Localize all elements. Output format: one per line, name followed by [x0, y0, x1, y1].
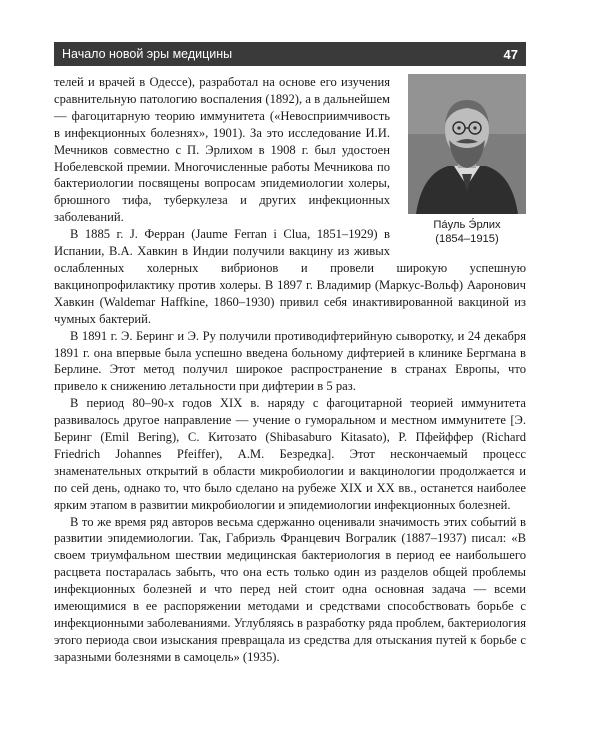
figure-portrait	[402, 74, 526, 246]
figure-caption	[408, 218, 526, 246]
page-header	[54, 42, 526, 66]
portrait-photo	[408, 74, 526, 214]
paragraph-2: В 1885 г. J. Ферран (Jaume Ferran i Clua, 1851–1929) в Испании, В.А. Хавкин в Индии получили вакцину из живых ослабленных холерных вибрионов и провели широкую успешную вакцинопрофилактику против холеры. В 1897 г. Владимир (Маркус-Вольф) Ааронович Хавкин (Waldemar Haffkine, 1860–1930) привил себя инактивированной вакциной из чумных бактерий.	[54, 227, 526, 326]
portrait-illustration	[408, 74, 526, 214]
paragraph-1: телей и врачей в Одессе), разработал на основе его изучения сравнительную патологию воспаления (1892), а в дальнейшем — фагоцитарную теорию иммунитета («Невосприимчивость в инфекционных болезнях», 1901). За это исследование И.И. Мечников совместно с П. Эрлихом в 1908 г. был удостоен Нобелевской премии. Многочисленные работы Мечникова по бактериологии посвящены вопросам эпидемиологии холеры, брюшного тифа, туберкулеза и других инфекционных заболеваний.	[54, 75, 390, 225]
paragraph-4: В период 80–90-х годов XIX в. наряду с фагоцитарной теорией иммунитета развивалось другое направление — учение о гуморальном и местном иммунитете [Э. Беринг (Emil Bering), С. Китозато (Shibasaburo Kitasato), Р. Пфейффер (Richard Friedrich Johannes Pfeiffer), А.М. Безредка]. Этот нескончаемый процесс знаменательных открытий в области микробиологии и вакцинологии продолжается и по сей день, однако то, что было сделано на рубеже XIX и XX вв., останется наиболее ярким этапом в развитии микробиологии и эпидемиологии инфекционных болезней.	[54, 396, 526, 512]
caption-years: (1854–1915)	[435, 233, 499, 245]
paragraph-5: В то же время ряд авторов весьма сдержанно оценивали значимость этих событий в развитии эпидемиологии. Так, Габриэль Францевич Вогралик (1887–1937) писал: «В своем триумфальном шествии медицинская бактериология в период ее наибольшего расцвета постаралась забыть, что она есть только один из разделов общей проблемы инфекционных болезней и что перед ней стоит одна основная задача — всеми имеющимися в ее распоряжении методами и средствами способствовать борьбе с инфекционными заболеваниями. Углубляясь в разработку ряда проблем, бактериология этого периода свои изыскания превращала из средства для отыскания путей к борьбе с заразными болезнями в самоцель» (1935).	[54, 514, 526, 664]
caption-name: Пáуль Э́рлих	[433, 219, 501, 231]
running-title: Начало новой эры медицины	[62, 47, 233, 61]
page-number: 47	[503, 46, 518, 62]
page-body	[54, 74, 526, 666]
paragraph-3: В 1891 г. Э. Беринг и Э. Ру получили противодифтерийную сыворотку, и 24 декабря 1891 г. она впервые была успешно введена больному дифтерией в клинике Бергмана в Берлине. Этот метод получил широкое распространение в странах Европы, что привело к снижению летальности при дифтерии в 5 раз.	[54, 328, 526, 394]
